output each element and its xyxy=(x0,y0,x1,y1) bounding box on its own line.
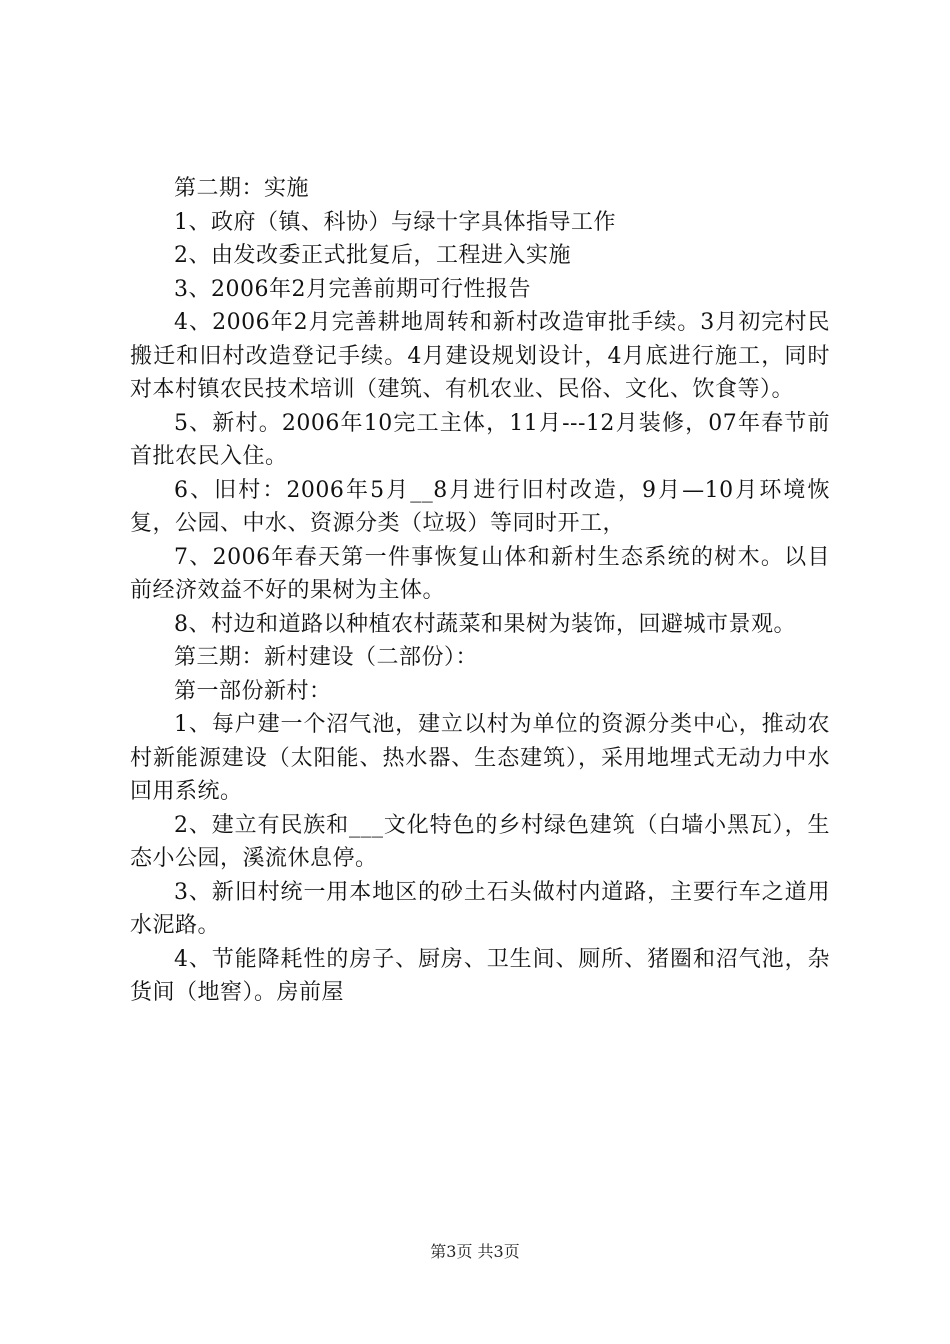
paragraph-item: 6、旧村：2006年5月__8月进行旧村改造，9月—10月环境恢复，公园、中水、资源分类（垃圾）等同时开工， xyxy=(130,477,830,536)
paragraph-item: 1、政府（镇、科协）与绿十字具体指导工作 xyxy=(174,209,616,235)
paragraph-item: 4、2006年2月完善耕地周转和新村改造审批手续。3月初完村民搬迁和旧村改造登记手续。4月建设规划设计，4月底进行施工，同时对本村镇农民技术培训（建筑、有机农业、民俗、文化、饮食等）。 xyxy=(130,310,830,402)
paragraph-item: 3、新旧村统一用本地区的砂土石头做村内道路，主要行车之道用水泥路。 xyxy=(130,879,830,938)
phase-three-heading: 第三期：新村建设（二部份）： xyxy=(174,645,479,670)
part-one-heading: 第一部份新村： xyxy=(174,678,332,704)
paragraph-item: 8、村边和道路以种植农村蔬菜和果树为装饰，回避城市景观。 xyxy=(174,611,796,637)
paragraph-item: 4、节能降耗性的房子、厨房、卫生间、厕所、猪圈和沼气池，杂货间（地窖）。房前屋 xyxy=(130,946,830,1005)
paragraph-item: 7、2006年春天第一件事恢复山体和新村生态系统的树木。以目前经济效益不好的果树为主体。 xyxy=(130,544,830,603)
paragraph-item: 3、2006年2月完善前期可行性报告 xyxy=(174,276,531,302)
paragraph-item: 2、建立有民族和___文化特色的乡村绿色建筑（白墙小黑瓦），生态小公园，溪流休息停。 xyxy=(130,812,830,871)
paragraph-item: 2、由发改委正式批复后，工程进入实施 xyxy=(174,243,571,268)
paragraph-item: 1、每户建一个沼气池，建立以村为单位的资源分类中心，推动农村新能源建设（太阳能、热水器、生态建筑），采用地埋式无动力中水回用系统。 xyxy=(130,712,830,804)
paragraph-item: 5、新村。2006年10完工主体，11月---12月装修，07年春节前首批农民入住。 xyxy=(130,410,830,469)
page-footer: 第3页 共3页 xyxy=(430,1242,520,1261)
phase-two-heading: 第二期：实施 xyxy=(174,176,310,201)
document-body xyxy=(130,172,830,1010)
